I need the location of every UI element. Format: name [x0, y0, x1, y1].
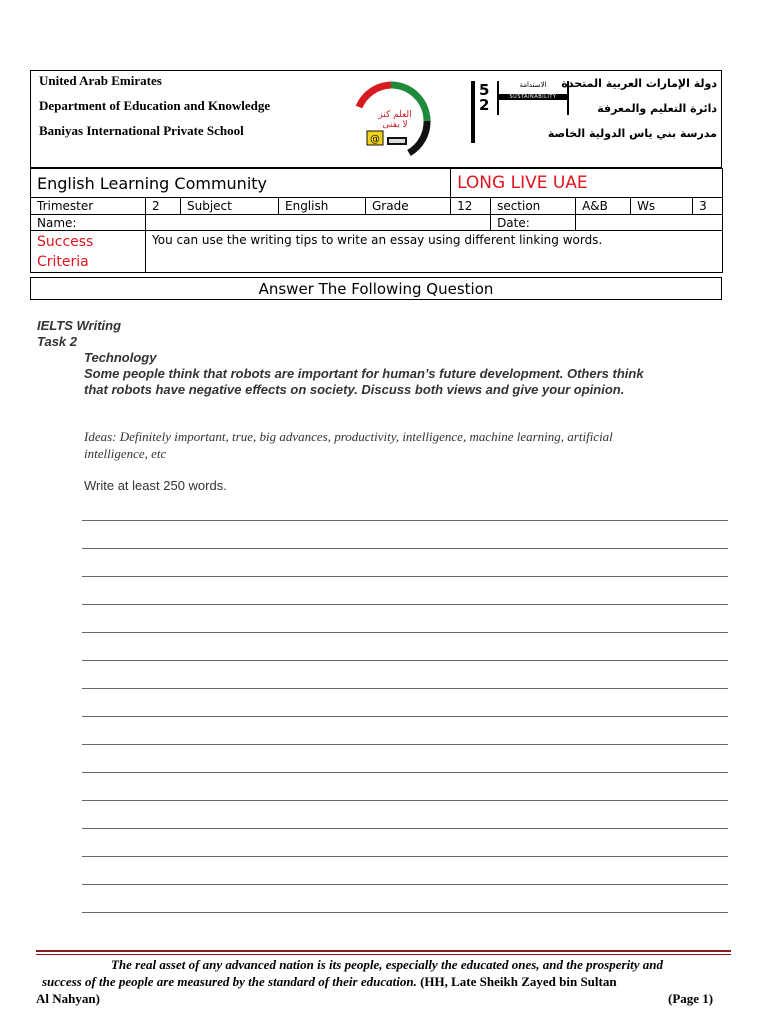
school-name-ar: مدرسة بني ياس الدولية الخاصة [547, 127, 717, 140]
writing-line[interactable] [82, 660, 728, 661]
subject-label: Subject [181, 198, 279, 215]
trimester-label: Trimester [31, 198, 146, 215]
section-label: section [491, 198, 576, 215]
section-value: A&B [576, 198, 631, 215]
footer-rule [36, 950, 731, 952]
grade-value: 12 [451, 198, 491, 215]
footer-rule-thin [36, 954, 731, 955]
writing-line[interactable] [82, 772, 728, 773]
task-prompt: Some people think that robots are important for human’s future development. Others think that robots have negative effects on society. Discuss both views and give your opinion. [84, 366, 644, 397]
logo-divider [471, 81, 475, 143]
header-box [30, 70, 722, 168]
word-count-instruction: Write at least 250 words. [84, 478, 227, 493]
ws-value: 3 [693, 198, 723, 215]
slogan: LONG LIVE UAE [451, 169, 723, 198]
svg-text:@: @ [370, 134, 380, 145]
school-name-en: Baniyas International Private School [39, 123, 244, 138]
sustainability-ar-label: الاستدامة [519, 81, 547, 89]
trimester-value: 2 [146, 198, 181, 215]
success-criteria-text: You can use the writing tips to write an essay using different linking words. [146, 231, 723, 273]
footer-attribution: Al Nahyan) [36, 991, 100, 1006]
department-name-ar: دائرة التعليم والمعرفة [597, 102, 717, 115]
department-name-en: Department of Education and Knowledge [39, 98, 271, 113]
country-name-en: United Arab Emirates [39, 73, 162, 88]
svg-text:العلم كنز: العلم كنز [378, 110, 412, 120]
community-title: English Learning Community [31, 169, 451, 198]
writing-line[interactable] [82, 576, 728, 577]
ws-label: Ws [631, 198, 693, 215]
footer-quote-line-1: The real asset of any advanced nation is its people, especially the educated ones, and the prosperity and [110, 957, 664, 972]
writing-line[interactable] [82, 856, 728, 857]
writing-line[interactable] [82, 800, 728, 801]
date-label: Date: [491, 215, 576, 231]
writing-line[interactable] [82, 884, 728, 885]
info-table [30, 168, 723, 273]
writing-line[interactable] [82, 520, 728, 521]
date-field[interactable] [576, 215, 723, 231]
school-logo [349, 77, 433, 163]
footer-quote-line-2: success of the people are measured by the standard of their education. (HH, Late Sheikh Zayed bin Sultan [42, 974, 617, 989]
writing-line[interactable] [82, 548, 728, 549]
subject-value: English [279, 198, 366, 215]
sustainability-logo [497, 81, 569, 115]
year-mark: 5 2 [479, 81, 490, 114]
writing-line[interactable] [82, 912, 728, 913]
name-field[interactable] [146, 215, 491, 231]
sustainability-label: SUSTAINABILITY [499, 94, 567, 100]
name-label: Name: [31, 215, 146, 231]
writing-line[interactable] [82, 716, 728, 717]
svg-text:لا يفنى: لا يفنى [382, 120, 408, 130]
question-header: Answer The Following Question [30, 277, 722, 300]
grade-label: Grade [366, 198, 451, 215]
writing-line[interactable] [82, 632, 728, 633]
task-topic: Technology [84, 350, 157, 365]
task-title: IELTS Writing Task 2 [37, 318, 122, 349]
country-name-ar: دولة الإمارات العربية المتحدة [561, 77, 717, 90]
writing-line[interactable] [82, 604, 728, 605]
page-number: (Page 1) [668, 991, 714, 1006]
writing-line[interactable] [82, 744, 728, 745]
success-criteria-label: Success Criteria [31, 231, 146, 273]
writing-line[interactable] [82, 688, 728, 689]
writing-line[interactable] [82, 828, 728, 829]
task-ideas: Ideas: Definitely important, true, big advances, productivity, intelligence, machine learning, artificial intelligence, etc [84, 429, 613, 461]
